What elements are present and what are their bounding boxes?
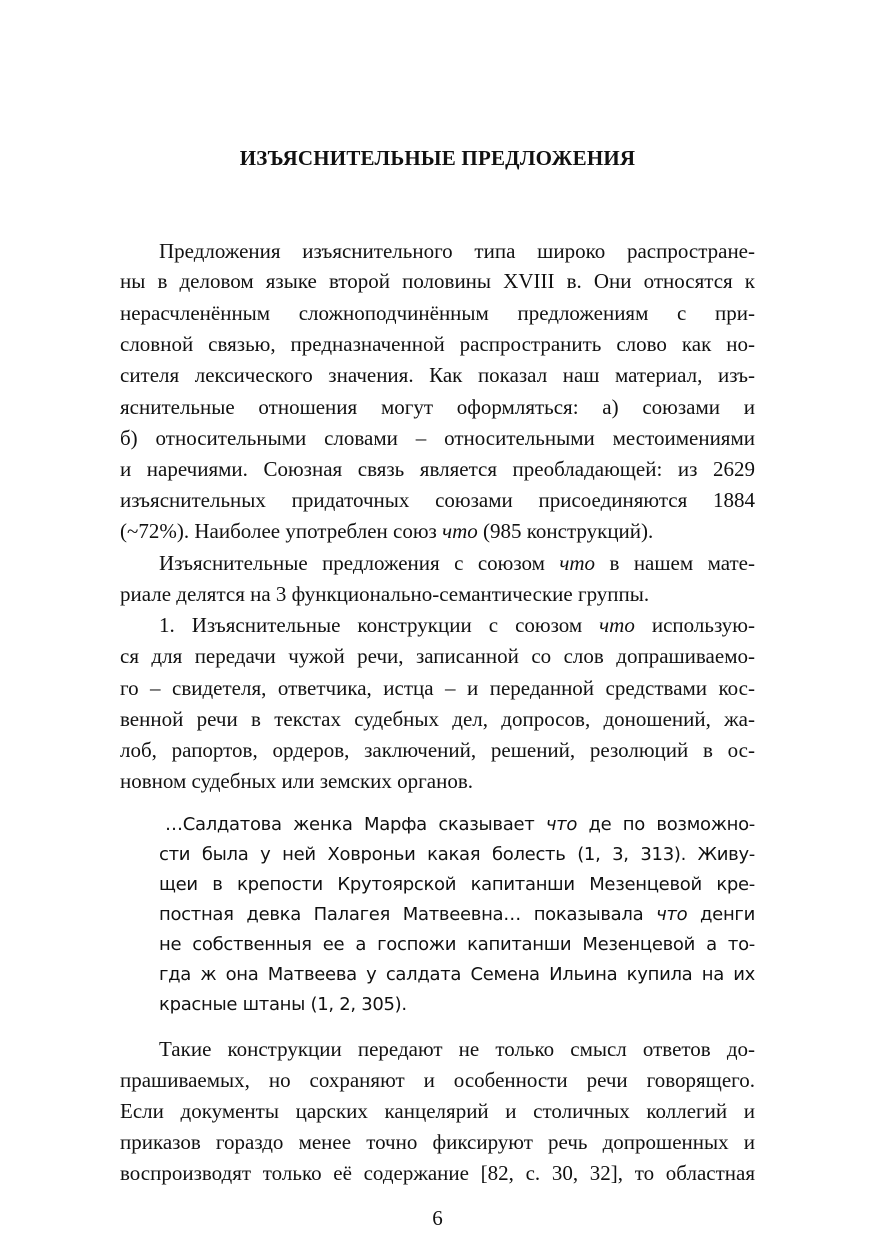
- text-segment: постная девка Палагея Матвеевна… показывала: [159, 904, 657, 925]
- quote-line: гда ж она Матвеева у салдата Семена Ильина купила на их: [159, 964, 755, 985]
- text-line: го – свидетеля, ответчика, истца – и переданной средствами кос-: [120, 676, 755, 700]
- text-line: прашиваемых, но сохраняют и особенности речи говорящего.: [120, 1068, 755, 1092]
- quote-line: не собственныя ее а госпожи капитанши Мезенцевой а то-: [159, 934, 755, 955]
- text-line: воспроизводят только её содержание [82, с. 30, 32], то областная: [120, 1161, 755, 1185]
- italic-conjunction: что: [442, 519, 478, 543]
- text-segment: денги: [687, 904, 755, 925]
- text-line: изъяснительных придаточных союзами присоединяются 1884: [120, 488, 755, 512]
- text-line: приказов гораздо менее точно фиксируют речь допрошенных и: [120, 1130, 755, 1154]
- text-segment: Изъяснительные предложения с союзом: [159, 551, 560, 575]
- italic-conjunction: что: [559, 551, 596, 575]
- quote-line: сти была у ней Ховроньи какая болесть (1, 3, 313). Живу-: [159, 844, 755, 865]
- text-line: ны в деловом языке второй половины XVIII в. Они относятся к: [120, 269, 755, 293]
- text-segment: (985 конструкций).: [477, 519, 654, 543]
- quote-line: [159, 900, 755, 929]
- text-segment: (~72%). Наиболее употреблен союз: [120, 519, 443, 543]
- text-line: яснительные отношения могут оформляться: а) союзами и: [120, 395, 755, 419]
- italic-conjunction: что: [545, 814, 578, 835]
- italic-conjunction: что: [656, 904, 688, 925]
- page-title: ИЗЪЯСНИТЕЛЬНЫЕ ПРЕДЛОЖЕНИЯ: [239, 146, 636, 170]
- text-line: и наречиями. Союзная связь является преобладающей: из 2629: [120, 457, 755, 481]
- text-segment: …Салдатова женка Марфа сказывает: [165, 814, 546, 835]
- text-line: б) относительными словами – относительными местоимениями: [120, 426, 755, 450]
- text-line: лоб, рапортов, ордеров, заключений, решений, резолюций в ос-: [120, 738, 755, 762]
- text-line: новном судебных или земских органов.: [120, 769, 474, 793]
- text-line: словной связью, предназначенной распространить слово как но-: [120, 332, 755, 356]
- text-line: нерасчленённым сложноподчинённым предложениям с при-: [120, 301, 755, 325]
- text-line: Если документы царских канцелярий и столичных коллегий и: [120, 1099, 755, 1123]
- quote-line: щеи в крепости Крутоярской капитанши Мезенцевой кре-: [159, 874, 755, 895]
- quote-line: красные штаны (1, 2, 305).: [159, 994, 407, 1015]
- page-number: 6: [432, 1206, 443, 1230]
- text-line: риале делятся на 3 функционально-семантические группы.: [120, 582, 650, 606]
- text-segment: использую-: [634, 613, 755, 637]
- text-line: [120, 516, 755, 546]
- italic-conjunction: что: [599, 613, 635, 637]
- text-segment: 1. Изъяснительные конструкции с союзом: [159, 613, 600, 637]
- text-line: Предложения изъяснительного типа широко распростране-: [159, 239, 755, 263]
- text-line: ся для передачи чужой речи, записанной со слов допрашиваемо-: [120, 644, 755, 668]
- text-line: Такие конструкции передают не только смысл ответов до-: [159, 1037, 755, 1061]
- quote-line: [165, 810, 755, 839]
- text-segment: де по возможно-: [577, 814, 755, 835]
- text-line: [159, 548, 755, 578]
- text-line: [159, 610, 755, 640]
- text-line: венной речи в текстах судебных дел, допросов, доношений, жа-: [120, 707, 755, 731]
- text-segment: в нашем мате-: [595, 551, 755, 575]
- text-line: сителя лексического значения. Как показал наш материал, изъ-: [120, 363, 755, 387]
